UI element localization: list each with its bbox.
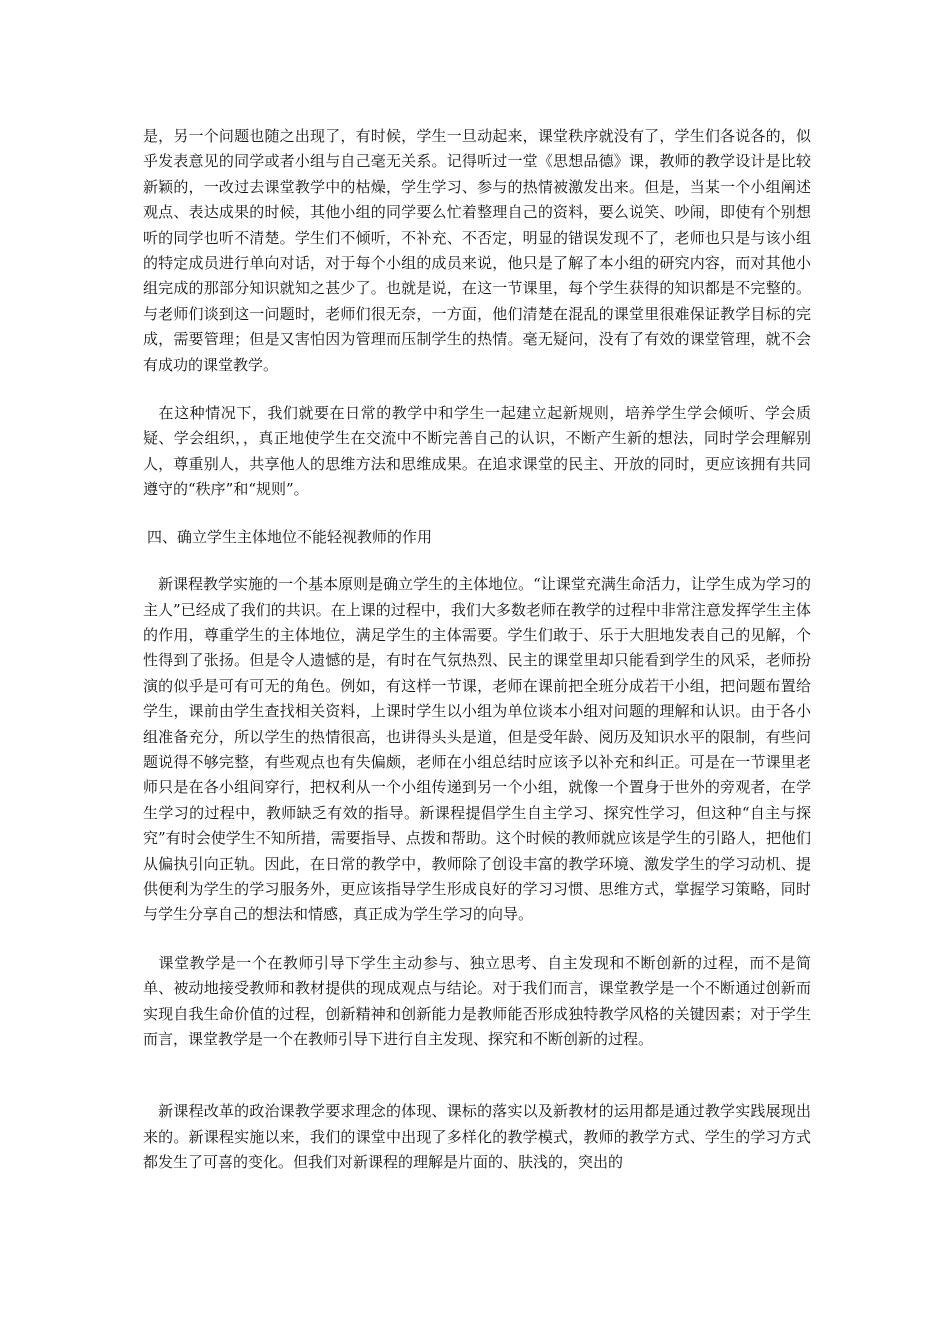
document-page <box>143 124 811 1176</box>
paragraph-classroom-order: 是，另一个问题也随之出现了，有时候，学生一旦动起来，课堂秩序就没有了，学生们各说各的，似乎发表意见的同学或者小组与自己毫无关系。记得听过一堂《思想品德》课，教师的教学设计是比较新颖的，一改过去课堂教学中的枯燥，学生学习、参与的热情被激发出来。但是，当某一个小组阐述观点、表达成果的时候，其他小组的同学要么忙着整理自己的资料，要么说笑、吵闹，即使有个别想听的同学也听不清楚。学生们不倾听，不补充、不否定，明显的错误发现不了，老师也只是与该小组的特定成员进行单向对话，对于每个小组的成员来说，他只是了解了本小组的研究内容，而对其他小组完成的那部分知识就知之甚少了。也就是说，在这一节课里，每个学生获得的知识都是不完整的。与老师们谈到这一问题时，老师们很无奈，一方面，他们清楚在混乱的课堂里很难保证教学目标的完成，需要管理；但是又害怕因为管理而压制学生的热情。毫无疑问，没有了有效的课堂管理，就不会有成功的课堂教学。 <box>143 127 811 374</box>
section-heading-4: 四、确立学生主体地位不能轻视教师的作用 <box>147 527 433 546</box>
paragraph-curriculum-reform: 新课程改革的政治课教学要求理念的体现、课标的落实以及新教材的运用都是通过教学实践展现出来的。新课程实施以来，我们的课堂中出现了多样化的教学模式，教师的教学方式、学生的学习方式都发生了可喜的变化。但我们对新课程的理解是片面的、肤浅的，突出的 <box>143 1102 811 1172</box>
paragraph-student-subject: 新课程教学实施的一个基本原则是确立学生的主体地位。“让课堂充满生命活力，让学生成为学习的主人”已经成了我们的共识。在上课的过程中，我们大多数老师在教学的过程中非常注意发挥学生主体的作用，尊重学生的主体地位，满足学生的主体需要。学生们敢于、乐于大胆地发表自己的见解，个性得到了张扬。但是令人遗憾的是，有时在气氛热烈、民主的课堂里却只能看到学生的风采，老师扮演的似乎是可有可无的角色。例如，有这样一节课，老师在课前把全班分成若干小组，把问题布置给学生，课前由学生查找相关资料，上课时学生以小组为单位谈本小组对问题的理解和认识。由于各小组准备充分，所以学生的热情很高，也讲得头头是道，但是受年龄、阅历及知识水平的限制，有些问题说得不够完整，有些观点也有失偏颇，老师在小组总结时应该予以补充和纠正。可是在一节课里老师只是在各小组间穿行，把权利从一个小组传递到另一个小组，就像一个置身于世外的旁观者，在学生学习的过程中，教师缺乏有效的指导。新课程提倡学生自主学习、探究性学习，但这种“自主与探究”有时会使学生不知所措，需要指导、点拨和帮助。这个时候的教师就应该是学生的引路人，把他们从偏执引向正轨。因此，在日常的教学中，教师除了创设丰富的教学环境、激发学生的学习动机、提供便利为学生的学习服务外，更应该指导学生形成良好的学习习惯、思维方式，掌握学习策略，同时与学生分享自己的想法和情感，真正成为学生学习的向导。 <box>143 575 811 924</box>
paragraph-new-rules: 在这种情况下，我们就要在日常的教学中和学生一起建立起新规则，培养学生学会倾听、学会质疑、学会组织，，真正地使学生在交流中不断完善自己的认识，不断产生新的想法，同时学会理解别人，尊重别人，共享他人的思维方法和思维成果。在追求课堂的民主、开放的同时，更应该拥有共同遵守的“秩序”和“规则”。 <box>143 404 811 499</box>
paragraph-classroom-creativity: 课堂教学是一个在教师引导下学生主动参与、独立思考、自主发现和不断创新的过程，而不是简单、被动地接受教师和教材提供的现成观点与结论。对于我们而言，课堂教学是一个不断通过创新而实现自我生命价值的过程，创新精神和创新能力是教师能否形成独特教学风格的关键因素；对于学生而言，课堂教学是一个在教师引导下进行自主发现、探究和不断创新的过程。 <box>143 953 811 1048</box>
